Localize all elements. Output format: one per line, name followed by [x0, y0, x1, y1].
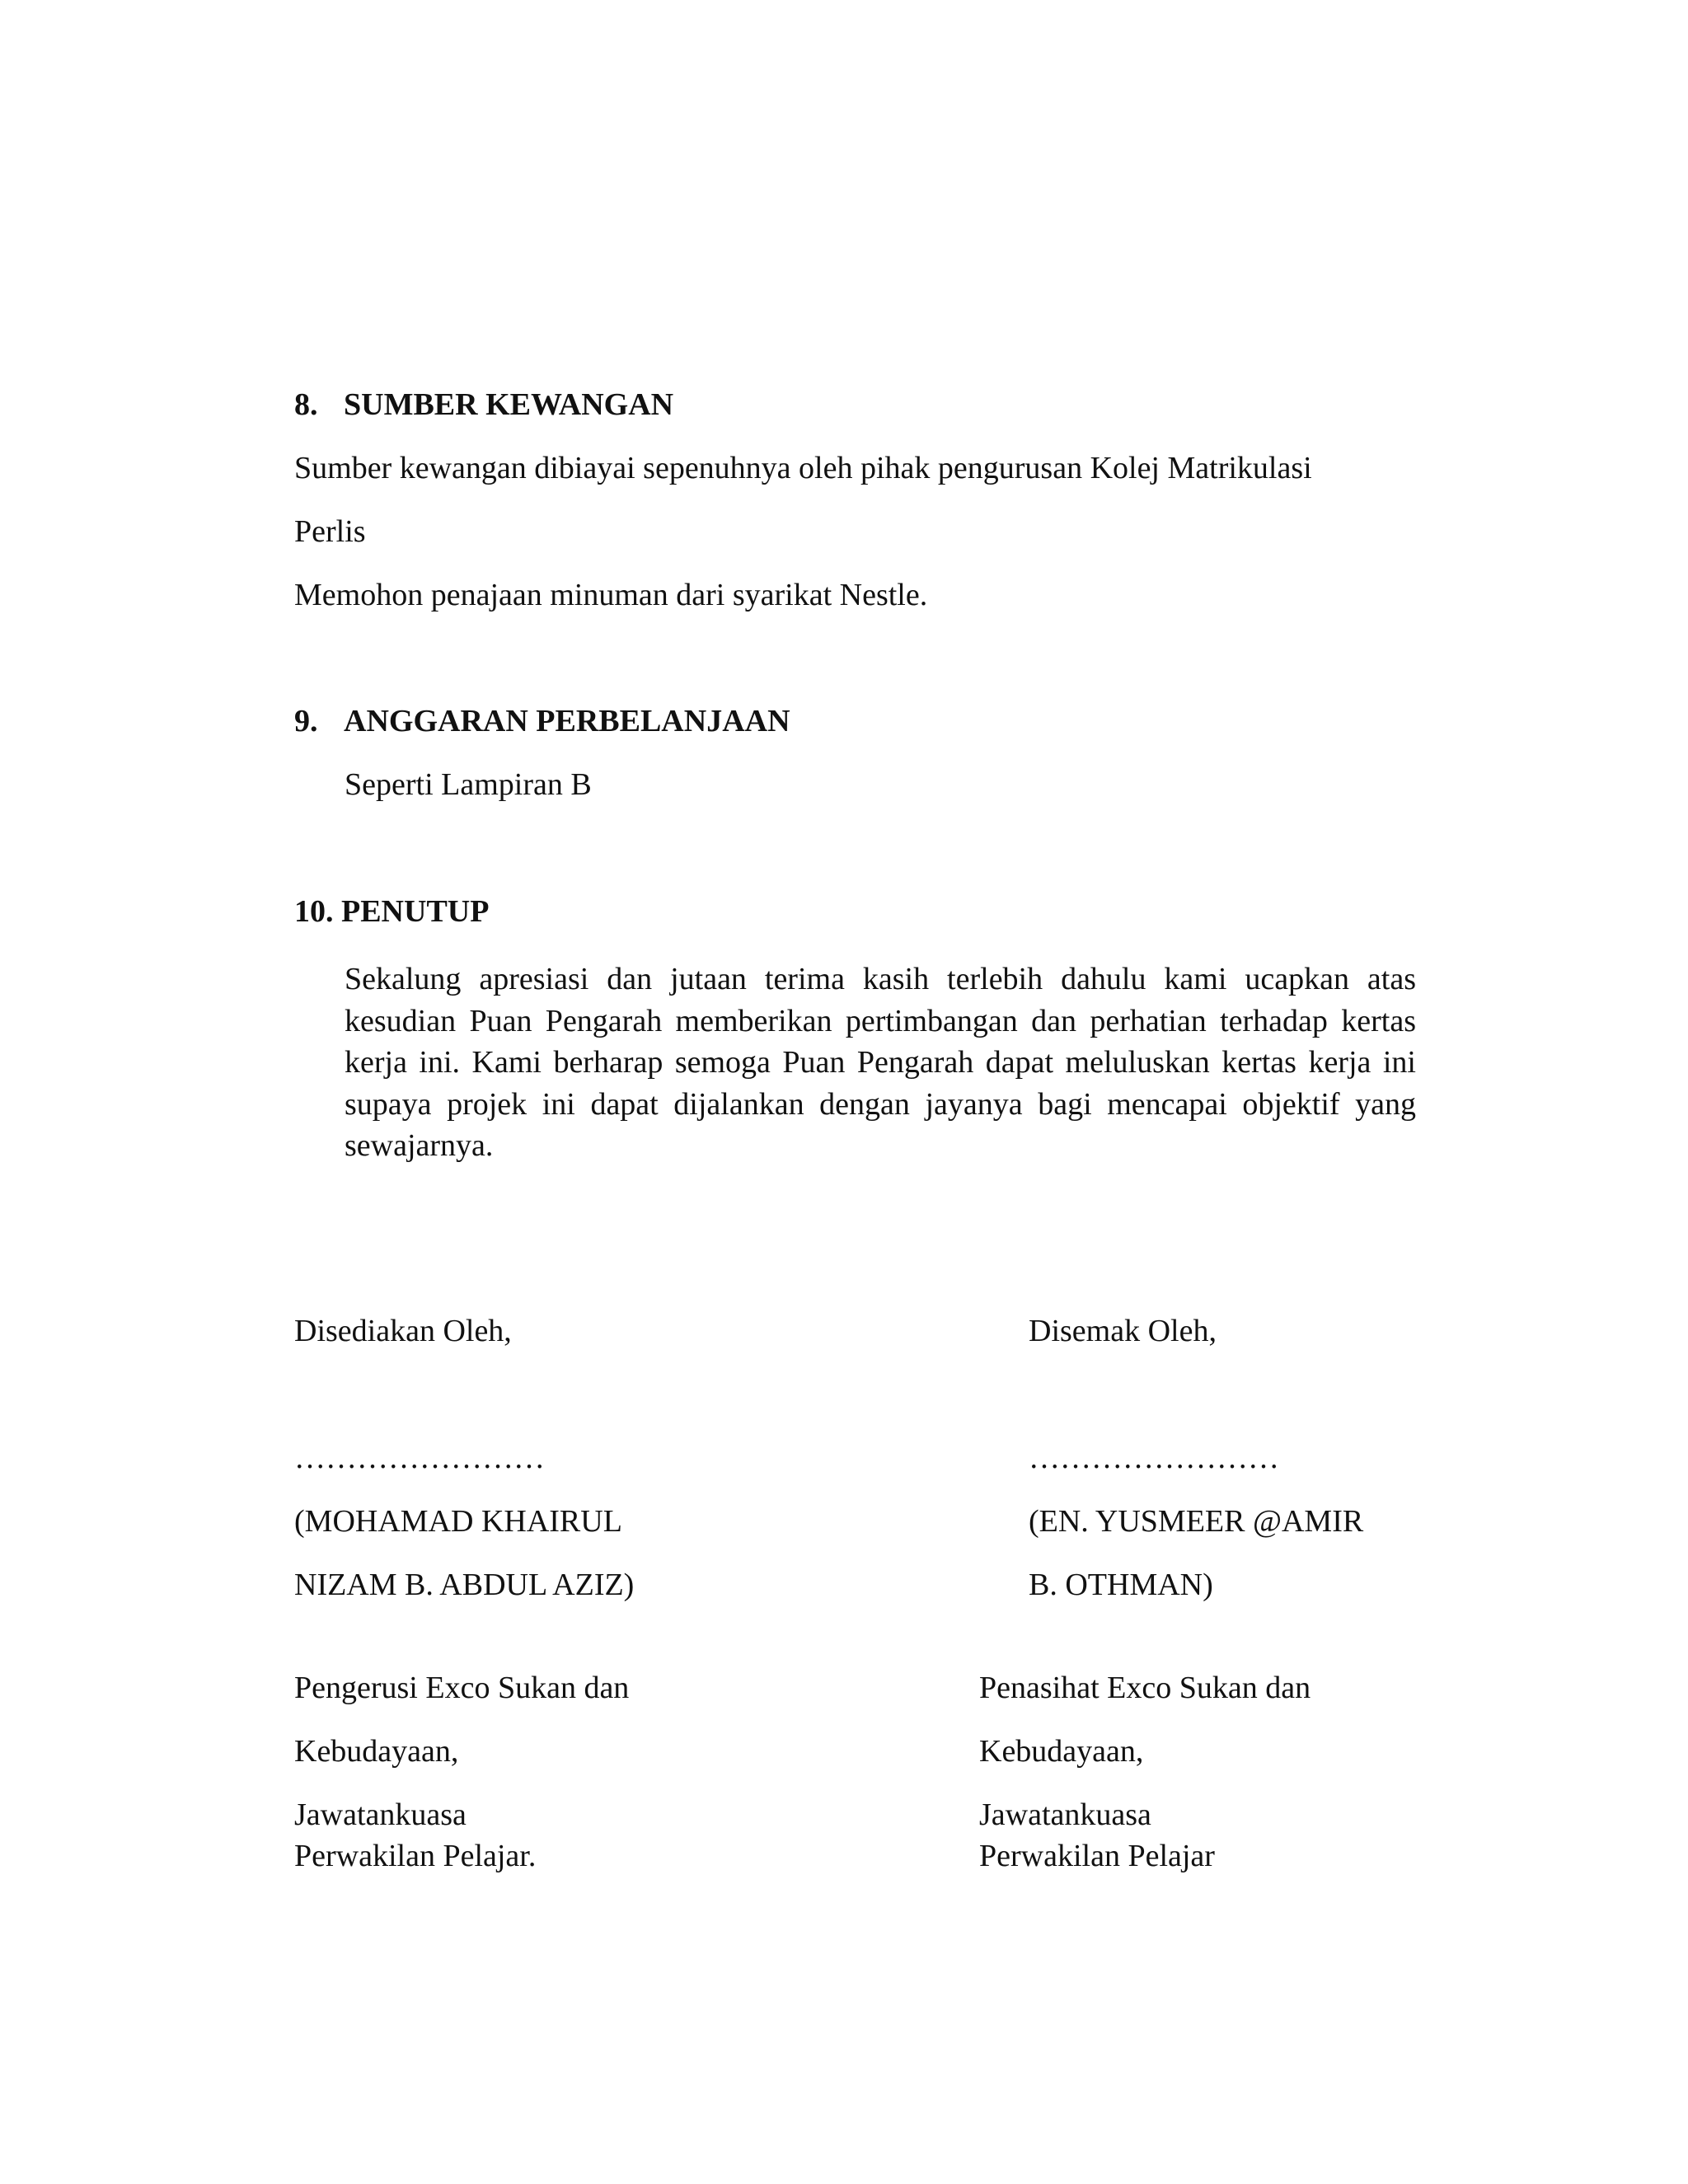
section-8-line-2: Perlis	[294, 514, 366, 549]
section-9-heading	[294, 703, 790, 739]
prepared-by-name-line-2: NIZAM B. ABDUL AZIZ)	[294, 1568, 635, 1602]
section-8-heading	[294, 387, 673, 423]
reviewed-by-name-line-2: B. OTHMAN)	[1029, 1568, 1213, 1602]
reviewed-by-signature-line: ……………………	[1029, 1441, 1279, 1475]
section-8-number: 8.	[294, 387, 318, 422]
reviewed-by-role-line-3: Jawatankuasa	[979, 1797, 1151, 1832]
reviewed-by-role-line-1: Penasihat Exco Sukan dan	[979, 1671, 1311, 1705]
section-10-title: PENUTUP	[341, 894, 490, 929]
prepared-by-signature-line: ……………………	[294, 1441, 545, 1475]
section-9-number: 9.	[294, 704, 318, 738]
prepared-by-role-line-4: Perwakilan Pelajar.	[294, 1839, 537, 1873]
reviewed-by-role-line-2: Kebudayaan,	[979, 1734, 1144, 1769]
section-10-body: Sekalung apresiasi dan jutaan terima kasih terlebih dahulu kami ucapkan atas kesudian Puan Pengarah memberikan pertimbangan dan perhatian terhadap kertas kerja ini. Kami berharap semoga Puan Pengarah dapat meluluskan kertas kerja ini supaya projek ini dapat dijalankan dengan jayanya bagi mencapai objektif yang sewajarnya.	[345, 962, 1416, 1163]
section-10-heading	[294, 893, 489, 930]
section-10-number: 10.	[294, 894, 334, 929]
prepared-by-role-line-2: Kebudayaan,	[294, 1734, 459, 1769]
prepared-by-role-line-3: Jawatankuasa	[294, 1797, 467, 1832]
prepared-by-caption: Disediakan Oleh,	[294, 1314, 512, 1348]
reviewed-by-caption: Disemak Oleh,	[1029, 1314, 1217, 1348]
section-8-line-1: Sumber kewangan dibiayai sepenuhnya oleh pihak pengurusan Kolej Matrikulasi	[294, 451, 1312, 485]
reviewed-by-name-line-1: (EN. YUSMEER @AMIR	[1029, 1504, 1364, 1539]
prepared-by-role-line-1: Pengerusi Exco Sukan dan	[294, 1671, 630, 1705]
reviewed-by-role-line-4: Perwakilan Pelajar	[979, 1839, 1215, 1873]
section-9-title: ANGGARAN PERBELANJAAN	[344, 704, 790, 738]
section-8-line-3: Memohon penajaan minuman dari syarikat Nestle.	[294, 578, 928, 612]
section-9-body: Seperti Lampiran B	[345, 767, 592, 802]
prepared-by-name-line-1: (MOHAMAD KHAIRUL	[294, 1504, 622, 1539]
section-8-title: SUMBER KEWANGAN	[344, 387, 674, 422]
